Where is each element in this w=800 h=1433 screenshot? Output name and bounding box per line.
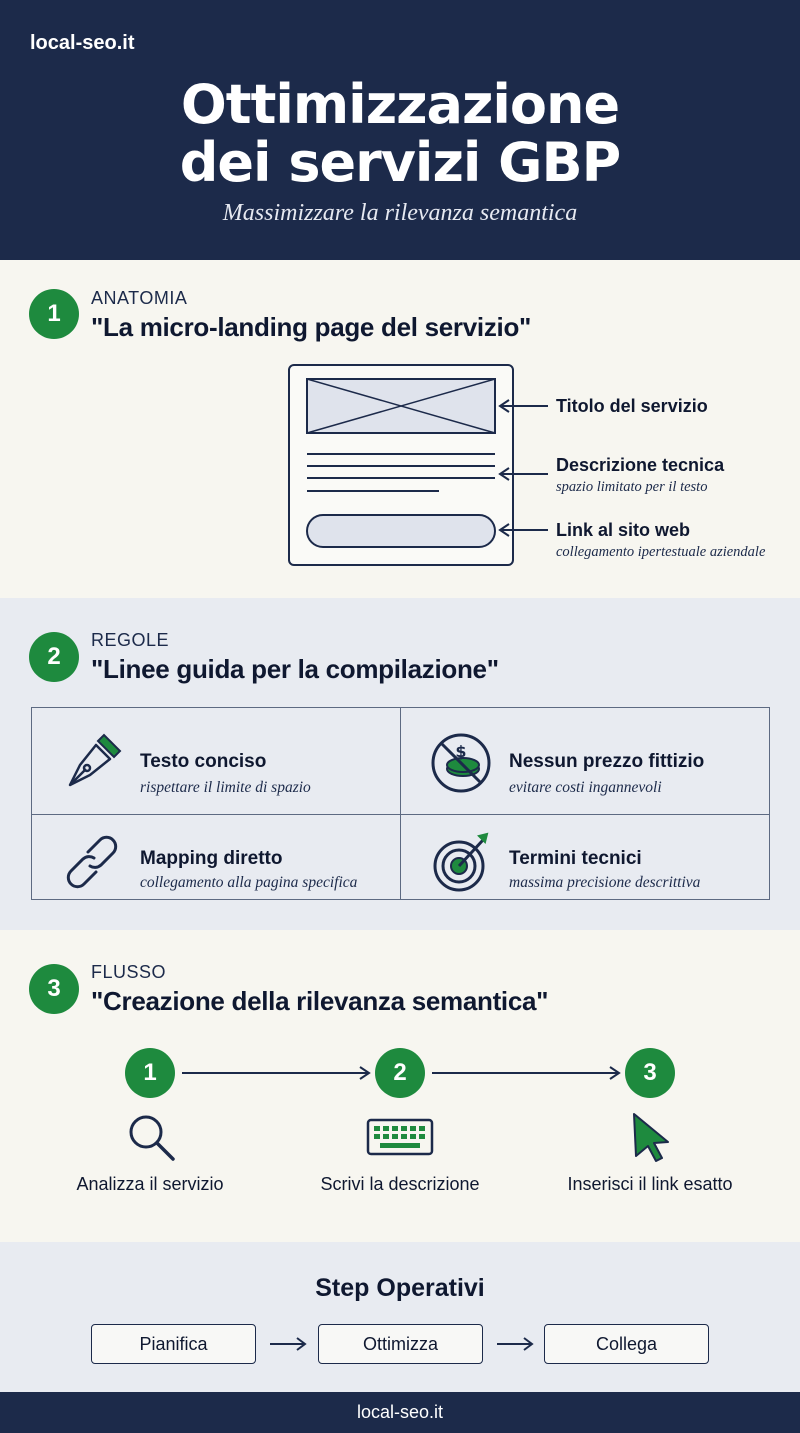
rule-subtitle: massima precisione descrittiva <box>509 874 701 891</box>
rule-card <box>32 713 401 809</box>
rule-title: Mapping diretto <box>140 848 283 869</box>
section-number-badge: 3 <box>29 964 79 1014</box>
rule-card <box>401 812 770 908</box>
rule-title: Nessun prezzo fittizio <box>509 751 705 772</box>
brand-logo-text[interactable]: local-seo.it <box>30 32 135 54</box>
arrow-right-icon <box>268 1334 308 1354</box>
footer <box>0 1392 800 1433</box>
rule-title: Testo conciso <box>140 751 267 772</box>
operativi-title: Step Operativi <box>315 1274 485 1302</box>
section-anatomia <box>0 260 800 598</box>
link-icon <box>60 830 124 894</box>
rule-title: Termini tecnici <box>509 848 642 869</box>
section-regole <box>0 598 800 930</box>
section-flusso <box>0 930 800 1242</box>
rules-grid <box>31 707 770 900</box>
cursor-icon <box>630 1112 672 1164</box>
arrow-right-icon <box>495 1334 535 1354</box>
flow-step-label: Scrivi la descrizione <box>320 1174 480 1194</box>
header <box>0 0 800 260</box>
flow-step-label: Inserisci il link esatto <box>567 1174 733 1194</box>
rule-subtitle: rispettare il limite di spazio <box>140 779 311 796</box>
flow-step-number: 2 <box>375 1048 425 1098</box>
section-heading: "Creazione della rilevanza semantica" <box>91 986 549 1016</box>
rule-subtitle: evitare costi ingannevoli <box>509 779 662 796</box>
section-kicker: ANATOMIA <box>91 288 188 308</box>
section-kicker: REGOLE <box>91 630 170 650</box>
page-title <box>0 73 800 194</box>
mockup-drawing <box>290 366 512 564</box>
svg-text:$: $ <box>455 742 467 761</box>
page-subtitle: Massimizzare la rilevanza semantica <box>222 200 578 226</box>
section-number-badge: 1 <box>29 289 79 339</box>
pen-nib-icon <box>60 731 124 795</box>
section-kicker: FLUSSO <box>91 962 167 982</box>
callout-link <box>556 520 765 561</box>
callout-sublabel: spazio limitato per il testo <box>556 479 708 495</box>
collega-button[interactable]: Collega <box>544 1324 709 1364</box>
callout-arrows <box>496 398 552 548</box>
callout-titolo <box>556 396 708 417</box>
page-title-line2: dei servizi GBP <box>179 131 621 194</box>
flow-step-label: Analizza il servizio <box>76 1174 224 1194</box>
flow-arrows <box>178 1062 624 1084</box>
rule-subtitle: collegamento alla pagina specifica <box>140 874 358 891</box>
rule-card <box>401 713 770 809</box>
target-icon <box>429 830 493 894</box>
footer-link[interactable]: local-seo.it <box>356 1402 444 1422</box>
section-step-operativi <box>0 1242 800 1392</box>
callout-sublabel: collegamento ipertestuale aziendale <box>556 544 766 560</box>
callout-label: Titolo del servizio <box>556 396 708 416</box>
section-heading: "La micro-landing page del servizio" <box>91 312 532 342</box>
page-title-line1: Ottimizzazione <box>180 73 620 136</box>
section-number-badge: 2 <box>29 632 79 682</box>
no-price-icon <box>429 731 493 795</box>
flow-step-number: 1 <box>125 1048 175 1098</box>
flow-step-number: 3 <box>625 1048 675 1098</box>
pianifica-button[interactable]: Pianifica <box>91 1324 256 1364</box>
callout-label: Descrizione tecnica <box>556 455 725 475</box>
callout-label: Link al sito web <box>556 520 691 540</box>
callout-descrizione <box>556 455 724 496</box>
service-page-mockup <box>288 364 514 566</box>
section-heading: "Linee guida per la compilazione" <box>91 654 499 684</box>
ottimizza-button[interactable]: Ottimizza <box>318 1324 483 1364</box>
keyboard-icon <box>366 1118 434 1156</box>
link-button-placeholder <box>307 515 495 547</box>
rule-card <box>32 812 401 908</box>
magnifier-icon <box>126 1112 178 1164</box>
